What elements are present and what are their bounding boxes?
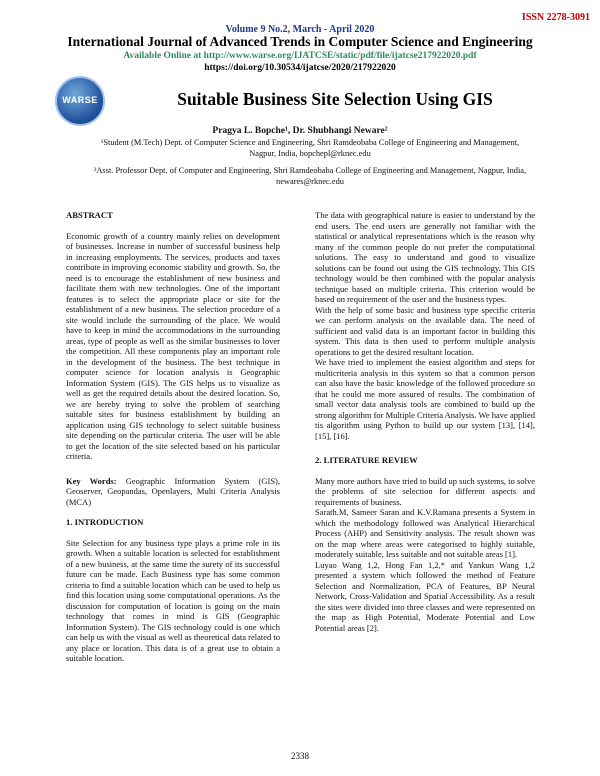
- paragraph: The data with geographical nature is easier to understand by the end users. The end users are generally not familiar with the statistical or analytical representations which is the reason why many of the common people do not prefer the computational solutions. The easy to understand and good to visualize solutions can be found out using the GIS technology. This GIS technology would be then combined with the popular analysis technique based on multiple criteria. This criterion would be based on requirement of the user and the business types.: [315, 210, 535, 304]
- doi-link[interactable]: https://doi.org/10.30534/ijatcse/2020/217922020: [204, 63, 396, 73]
- available-online-link[interactable]: Available Online at http://www.warse.org/IJATCSE/static/pdf/file/ijatcse217922020.pdf: [123, 51, 477, 61]
- authors: Pragya L. Bopche¹, Dr. Shubhangi Neware²: [212, 126, 388, 136]
- literature-paragraph: Sarath.M, Sameer Saran and K.V.Ramana presents a System in which the methodology followed was Analytical Hierarchical Process (AHP) and Sensitivity analysis. The result shown was on the map where areas were categorised to highly suitable, moderately suitable, less suitable and not suitable areas [1].: [315, 507, 535, 559]
- abstract-heading: ABSTRACT: [66, 210, 113, 220]
- journal-title: International Journal of Advanced Trends in Computer Science and Engineering: [67, 34, 533, 49]
- introduction-heading: 1. INTRODUCTION: [66, 517, 144, 527]
- logo-text: WARSE: [62, 95, 98, 105]
- abstract-text: Economic growth of a country mainly relies on development of businesses. Increase in number of successful business help in increasing employments. The services, products and taxes contribute in improving economic stability and growth. So, the need is to encourage the establishment of new business and facilitate them with new technologies. One of the important features is to select the appropriate place or site for the establishment of a new business. The selection procedure of a site would include the surrounding of the place. We would have to keep in mind the accommodations in the surrounding areas, type of people as well as the similar businesses to lover the competition. All these components play an important role in the development of the business. The best technique in computer science for location analysis is Geographic Information System (GIS). The GIS helps us to visualize as well as get the required details about the desired location. So, we are hereby trying to solve the problem of searching suitable sites for business establishment by building an application using GIS technology to select suitable business site depending on the particular criteria. The user will be able to get the location of the site selected based on his particular criteria.: [66, 230, 280, 461]
- literature-paragraph: Many more authors have tried to build up such systems, to solve the problems of site selection for different aspects and requirements of business.: [315, 475, 535, 507]
- paragraph: With the help of some basic and business type specific criteria we can perform analysis on the available data. The need of sufficient and valid data is an important factor in building this system. This data is then used to perform multiple analysis operations to get the desired resultant location.: [315, 304, 535, 357]
- paper-title: Suitable Business Site Selection Using GIS: [177, 89, 493, 109]
- volume-line: Volume 9 No.2, March - April 2020: [225, 24, 375, 35]
- keywords: [66, 476, 280, 508]
- literature-heading: 2. LITERATURE REVIEW: [315, 455, 418, 465]
- introduction-text: Site Selection for any business type plays a prime role in its growth. When a suitable location is selected for establishment of a new business, at the same time the surety of its successful future can be made. Each Business type has some common criteria to find a suitable location which can be used to help us find this location using some computational operations. As the discussion for computation of location is going on the main technology that comes in mind is GIS (Geographic Information System). The GIS technology could is one which can help us with the visual as well as theoretical data related to any place or location. This data is of a great use to obtain a suitable location.: [66, 537, 280, 663]
- affiliation-2: ²Asst. Professor Dept. of Computer and Engineering, Shri Ramdeobaba College of Engineering and Management, Nagpur, India, newares@rknec.edu: [93, 166, 527, 186]
- paragraph: We have tried to implement the easiest algorithm and steps for multicriteria analysis in this system so that a common person can also have the basic knowledge of the followed procedure so that he could me more assured of results. The combination of small vector data analysis tools are combined to build up the strong algorithm for Multiple Criteria Analysis. We have applied tis algorithm using Python to build up our system [13], [14], [15], [16].: [315, 357, 535, 441]
- keywords-label: Key Words:: [66, 475, 117, 486]
- warse-logo: [55, 76, 105, 126]
- literature-paragraph: Luyao Wang 1,2, Hong Fan 1,2,* and Yankun Wang 1,2 presented a system which followed the method of Feature Selection and Normalization, PCA of Features, BP Neural Network, Cross-Validation and Spatial Accessibility. As a result the sites were divided into three classes and were represented on the map as High Potential, Moderate Potential and Low Potential areas [2].: [315, 559, 535, 633]
- right-column: [315, 210, 535, 633]
- keywords-text: Geographic Information System (GIS), Geoserver, Geopandas, Openlayers, Multi Criteria Analysis (MCA): [66, 475, 281, 507]
- issn-label: ISSN 2278-3091: [521, 12, 590, 23]
- affiliation-1: ¹Student (M.Tech) Dept. of Computer Science and Engineering, Shri Ramdeobaba College of Engineering and Management, Nagpur, India, bopchepl@rknec.edu: [100, 138, 520, 158]
- left-column: [66, 210, 280, 664]
- page-number: 2338: [291, 751, 309, 761]
